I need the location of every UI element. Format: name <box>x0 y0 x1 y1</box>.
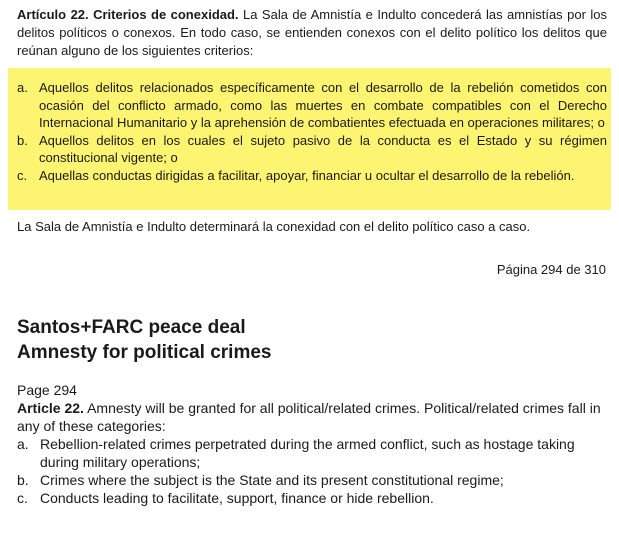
criterion-letter: c. <box>17 167 28 183</box>
item-text: Rebellion-related crimes perpetrated during the armed conflict, such as hostage taking during military operations; <box>40 436 575 470</box>
criterion-letter: b. <box>17 132 28 148</box>
spanish-closing-sentence: La Sala de Amnistía e Indulto determinará la conexidad con el delito político caso a caso. <box>17 219 531 234</box>
spanish-criteria-list <box>17 79 607 184</box>
english-translation <box>17 381 609 507</box>
spanish-criterion-a <box>17 79 607 132</box>
spanish-criterion-c <box>17 167 607 185</box>
english-title-line1: Santos+FARC peace deal <box>17 317 246 338</box>
criterion-text: Aquellos delitos en los cuales el sujeto pasivo de la conducta es el Estado y su régimen constitucional vigente; o <box>39 132 607 165</box>
english-item-b <box>17 471 609 489</box>
item-letter: b. <box>17 472 29 488</box>
english-title <box>17 315 271 365</box>
english-page-label: Page 294 <box>17 382 77 398</box>
item-letter: c. <box>17 490 28 506</box>
criterion-text: Aquellas conductas dirigidas a facilitar, apoyar, financiar u ocultar el desarrollo de la rebelión. <box>39 167 575 183</box>
item-letter: a. <box>17 436 29 452</box>
spanish-criterion-b <box>17 132 607 167</box>
spanish-article-intro: La Sala de Amnistía e Indulto concederá las amnistías por los delitos políticos o conexos. En todo caso, se entienden conexos con el delito político los delitos que reúnan alguno de los siguientes criterios: <box>17 7 607 58</box>
english-item-a <box>17 435 609 471</box>
english-article-heading: Article 22. <box>17 400 84 416</box>
english-title-line2: Amnesty for political crimes <box>17 342 272 363</box>
item-text: Conducts leading to facilitate, support, finance or hide rebellion. <box>40 490 434 506</box>
english-item-c <box>17 489 609 507</box>
spanish-article-paragraph <box>17 6 607 60</box>
spanish-article-heading: Artículo 22. Criterios de conexidad. <box>17 7 239 22</box>
page-footer: Página 294 de 310 <box>496 262 606 277</box>
criterion-text: Aquellos delitos relacionados específicamente con el desarrollo de la rebelión cometidos con ocasión del conflicto armado, como las muertes en combate compatibles con el Derecho Internacional Humanitario y la aprehensión de combatientes efectuada en operaciones militares; o <box>39 80 607 130</box>
english-article-paragraph <box>17 399 609 435</box>
criterion-letter: a. <box>17 80 28 95</box>
english-article-intro: Amnesty will be granted for all political/related crimes. Political/related crimes fall in any of these categories: <box>17 400 601 434</box>
item-text: Crimes where the subject is the State and its present constitutional regime; <box>40 472 504 488</box>
